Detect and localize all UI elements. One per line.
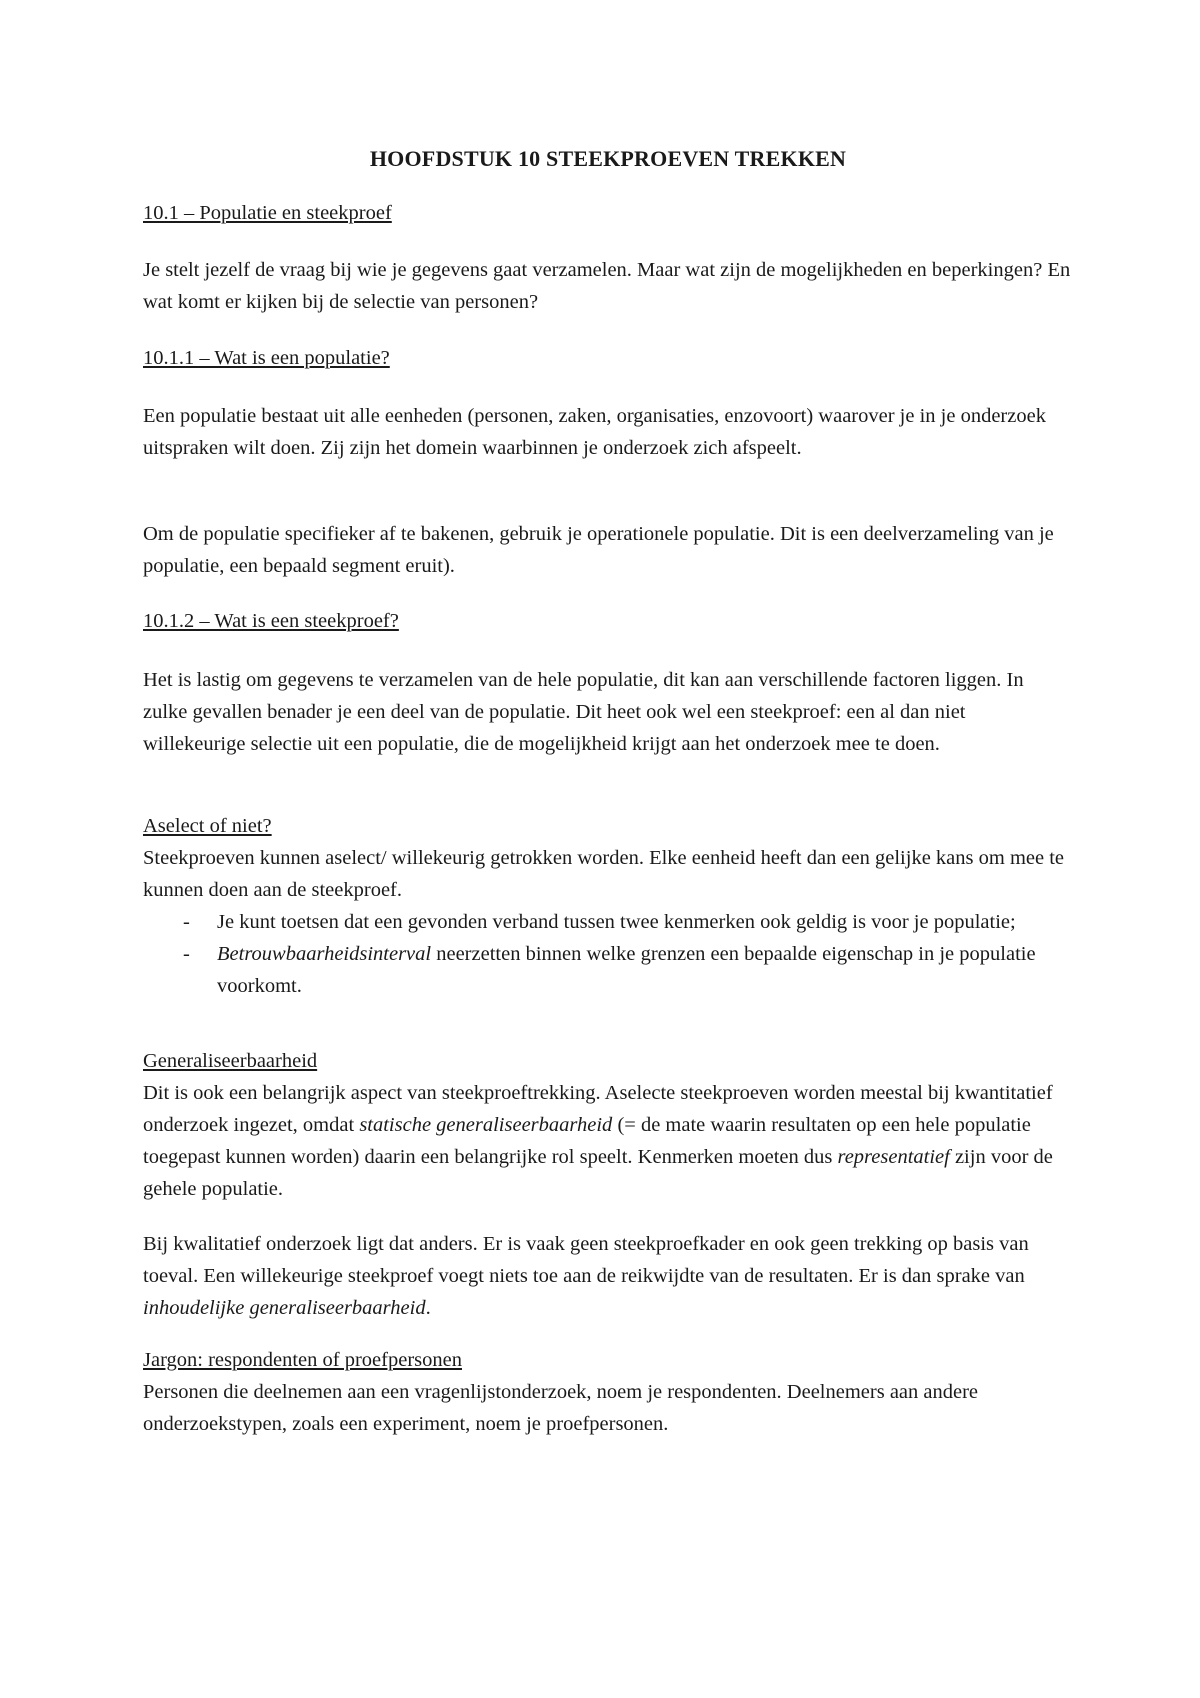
text-run: (= de mate waarin resultaten op een hele populatie toegepast kunnen worden) daarin een belangrijke rol speelt. Kenmerken moeten dus <box>143 1114 1031 1168</box>
section-aselect <box>143 810 1073 1002</box>
paragraph-jargon: Personen die deelnemen aan een vragenlijstonderzoek, noem je respondenten. Deelnemers aan andere onderzoekstypen, zoals een experiment, noem je proefpersonen. <box>143 1381 979 1435</box>
section-generaliseerbaarheid <box>143 1045 1073 1205</box>
section-jargon <box>143 1344 1073 1440</box>
term-statische-generaliseerbaarheid: statische generaliseerbaarheid <box>359 1114 613 1136</box>
paragraph-aselect: Steekproeven kunnen aselect/ willekeurig getrokken worden. Elke eenheid heeft dan een gelijke kans om mee te kunnen doen aan de steekproef. <box>143 847 1065 901</box>
list-item <box>143 906 1073 938</box>
text-run: zijn voor de gehele populatie. <box>143 1146 1053 1200</box>
paragraph-generaliseerbaarheid <box>143 1077 1073 1205</box>
subheading-jargon: Jargon: respondenten of proefpersonen <box>143 1349 462 1371</box>
term-representatief: representatief <box>837 1146 950 1168</box>
paragraph-steekproef-definition: Het is lastig om gegevens te verzamelen van de hele populatie, dit kan aan verschillende factoren liggen. In zulke gevallen benader je een deel van de populatie. Dit heet ook wel een steekproef: een al dan niet willekeurige selectie uit een populatie, die de mogelijkheid krijgt aan het onderzoek mee te doen. <box>143 669 1024 755</box>
bullet-dash: - <box>183 943 190 965</box>
page-title: HOOFDSTUK 10 STEEKPROEVEN TREKKEN <box>369 146 847 171</box>
section-heading-10-1-1: 10.1.1 – Wat is een populatie? <box>143 347 390 369</box>
term-betrouwbaarheidsinterval: Betrouwbaarheidsinterval <box>217 943 432 965</box>
list-item <box>143 938 1073 1002</box>
section-heading-10-1-2: 10.1.2 – Wat is een steekproef? <box>143 610 399 632</box>
paragraph-kwalitatief <box>143 1228 1073 1324</box>
bullet-list <box>143 906 1073 1002</box>
bullet-dash: - <box>183 911 190 933</box>
paragraph-intro: Je stelt jezelf de vraag bij wie je gegevens gaat verzamelen. Maar wat zijn de mogelijkheden en beperkingen? En wat komt er kijken bij de selectie van personen? <box>143 259 1071 313</box>
text-run: Bij kwalitatief onderzoek ligt dat anders. Er is vaak geen steekproefkader en ook geen trekking op basis van toeval. Een willekeurige steekproef voegt niets toe aan de reikwijdte van de resultaten. Er is dan sprake van <box>143 1233 1029 1287</box>
text-run: Dit is ook een belangrijk aspect van steekproeftrekking. Aselecte steekproeven worden meestal bij kwantitatief onderzoek ingezet, omdat <box>143 1082 1053 1136</box>
term-inhoudelijke-generaliseerbaarheid: inhoudelijke generaliseerbaarheid <box>143 1297 426 1319</box>
paragraph-operationele-populatie: Om de populatie specifieker af te bakenen, gebruik je operationele populatie. Dit is een deelverzameling van je populatie, een bepaald segment eruit). <box>143 523 1054 577</box>
paragraph-populatie-definition: Een populatie bestaat uit alle eenheden (personen, zaken, organisaties, enzovoort) waarover je in je onderzoek uitspraken wilt doen. Zij zijn het domein waarbinnen je onderzoek zich afspeelt. <box>143 405 1046 459</box>
bullet-text: Je kunt toetsen dat een gevonden verband tussen twee kenmerken ook geldig is voor je populatie; <box>217 911 1016 933</box>
bullet-text: neerzetten binnen welke grenzen een bepaalde eigenschap in je populatie voorkomt. <box>217 943 1036 997</box>
section-heading-10-1: 10.1 – Populatie en steekproef <box>143 202 392 224</box>
text-run: . <box>425 1297 431 1319</box>
subheading-generaliseerbaarheid: Generaliseerbaarheid <box>143 1050 318 1072</box>
subheading-aselect: Aselect of niet? <box>143 815 272 837</box>
